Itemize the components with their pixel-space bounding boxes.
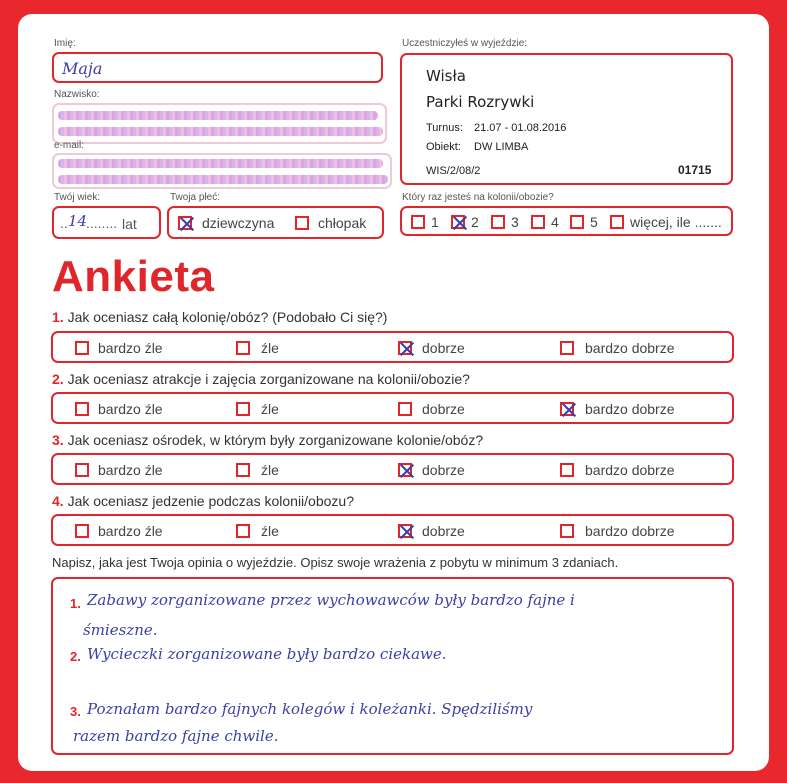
trip-theme: Parki Rozrywki (426, 93, 535, 111)
q4-zle-checkbox[interactable] (236, 524, 250, 538)
q3-zle-label: źle (261, 462, 279, 478)
turnus-value: 21.07 - 01.08.2016 (474, 122, 567, 134)
q1-zle-checkbox[interactable] (236, 341, 250, 355)
opinion-prompt: Napisz, jaka jest Twoja opinia o wyjeździe. Opisz swoje wrażenia z pobytu w minimum 3 zdaniach. (52, 555, 619, 570)
object-label: Obiekt: (426, 141, 461, 153)
email-field[interactable] (52, 153, 392, 189)
q3-bardzo-zle-label: bardzo źle (98, 462, 163, 478)
q1-zle-label: źle (261, 340, 279, 356)
age-label: Twój wiek: (54, 192, 101, 203)
q4-bardzo-dobrze-checkbox[interactable] (560, 524, 574, 538)
survey-title: Ankieta (52, 252, 215, 301)
gender-field (167, 206, 384, 239)
q4-bardzo-zle-checkbox[interactable] (75, 524, 89, 538)
surname-label: Nazwisko: (54, 89, 100, 100)
times-5-checkbox[interactable] (570, 215, 584, 229)
name-value: Maja (62, 59, 103, 78)
q4-bardzo-zle-label: bardzo źle (98, 523, 163, 539)
times-4-checkbox[interactable] (531, 215, 545, 229)
q4-bardzo-dobrze-label: bardzo dobrze (585, 523, 675, 539)
q4-zle-label: źle (261, 523, 279, 539)
q2-bardzo-dobrze-checkbox[interactable] (560, 402, 574, 416)
q3-zle-checkbox[interactable] (236, 463, 250, 477)
q2-bardzo-zle-checkbox[interactable] (75, 402, 89, 416)
question-1: 1. Jak oceniasz całą kolonię/obóz? (Podobało Ci się?) (52, 309, 388, 325)
opinion-line-1: Zabawy zorganizowane przez wychowawców były bardzo fajne i (87, 591, 575, 609)
gender-boy-checkbox[interactable] (295, 216, 309, 230)
trip-place: Wisła (426, 67, 466, 85)
opinion-line-4-num: 3. (70, 704, 81, 719)
opinion-line-5: razem bardzo fajne chwile. (73, 727, 279, 745)
turnus-label: Turnus: (426, 122, 463, 134)
q2-zle-checkbox[interactable] (236, 402, 250, 416)
q1-bardzo-dobrze-label: bardzo dobrze (585, 340, 675, 356)
q2-dobrze-label: dobrze (422, 401, 465, 417)
times-more-checkbox[interactable] (610, 215, 624, 229)
q3-dobrze-checkbox[interactable] (398, 463, 412, 477)
gender-girl-checkbox[interactable] (178, 216, 192, 230)
opinion-line-1-num: 1. (70, 596, 81, 611)
q3-dobrze-label: dobrze (422, 462, 465, 478)
answers-row-4 (51, 514, 734, 546)
trip-code: WIS/2/08/2 (426, 165, 481, 177)
opinion-line-3-num: 2. (70, 649, 81, 664)
name-label: Imię: (54, 38, 76, 49)
times-more-label: więcej, ile ....... (630, 214, 722, 230)
q1-bardzo-zle-checkbox[interactable] (75, 341, 89, 355)
age-value: 14 (68, 212, 88, 230)
q4-dobrze-checkbox[interactable] (398, 524, 412, 538)
q2-bardzo-zle-label: bardzo źle (98, 401, 163, 417)
times-4-label: 4 (551, 214, 559, 230)
opinion-line-2: śmieszne. (83, 621, 158, 639)
times-1-label: 1 (431, 214, 439, 230)
times-1-checkbox[interactable] (411, 215, 425, 229)
q3-bardzo-dobrze-checkbox[interactable] (560, 463, 574, 477)
times-3-label: 3 (511, 214, 519, 230)
answers-row-1 (51, 331, 734, 363)
answers-row-2 (51, 392, 734, 424)
times-2-label: 2 (471, 214, 479, 230)
trip-info-box (400, 53, 733, 185)
times-2-checkbox[interactable] (451, 215, 465, 229)
gender-label: Twoja płeć: (170, 192, 221, 203)
age-dots-before: .. (60, 215, 68, 231)
opinion-textarea[interactable] (51, 577, 734, 755)
gender-girl-label: dziewczyna (202, 215, 275, 231)
question-2: 2. Jak oceniasz atrakcje i zajęcia zorganizowane na kolonii/obozie? (52, 371, 470, 387)
q2-dobrze-checkbox[interactable] (398, 402, 412, 416)
times-field (400, 206, 733, 236)
q1-dobrze-label: dobrze (422, 340, 465, 356)
email-label: e-mail: (54, 140, 85, 151)
age-unit: lat (122, 216, 137, 232)
age-dots-after: ........ (86, 215, 118, 231)
times-label: Który raz jesteś na kolonii/obozie? (402, 192, 554, 203)
answers-row-3 (51, 453, 734, 485)
times-5-label: 5 (590, 214, 598, 230)
q4-dobrze-label: dobrze (422, 523, 465, 539)
times-3-checkbox[interactable] (491, 215, 505, 229)
q2-bardzo-dobrze-label: bardzo dobrze (585, 401, 675, 417)
q1-dobrze-checkbox[interactable] (398, 341, 412, 355)
opinion-line-4: Poznałam bardzo fajnych kolegów i koleżanki. Spędziliśmy (87, 700, 533, 718)
name-field[interactable] (52, 52, 383, 83)
question-3: 3. Jak oceniasz ośrodek, w którym były zorganizowane kolonie/obóz? (52, 432, 484, 448)
q2-zle-label: źle (261, 401, 279, 417)
question-4: 4. Jak oceniasz jedzenie podczas kolonii/obozu? (52, 493, 354, 509)
gender-boy-label: chłopak (318, 215, 367, 231)
trip-number: 01715 (678, 163, 712, 177)
q1-bardzo-dobrze-checkbox[interactable] (560, 341, 574, 355)
participant-label: Uczestniczyłeś w wyjeździe: (402, 38, 528, 49)
q3-bardzo-dobrze-label: bardzo dobrze (585, 462, 675, 478)
opinion-line-3: Wycieczki zorganizowane były bardzo ciekawe. (87, 645, 447, 663)
object-value: DW LIMBA (474, 141, 529, 153)
q3-bardzo-zle-checkbox[interactable] (75, 463, 89, 477)
surname-field[interactable] (52, 103, 387, 144)
age-field[interactable] (52, 206, 161, 239)
q1-bardzo-zle-label: bardzo źle (98, 340, 163, 356)
